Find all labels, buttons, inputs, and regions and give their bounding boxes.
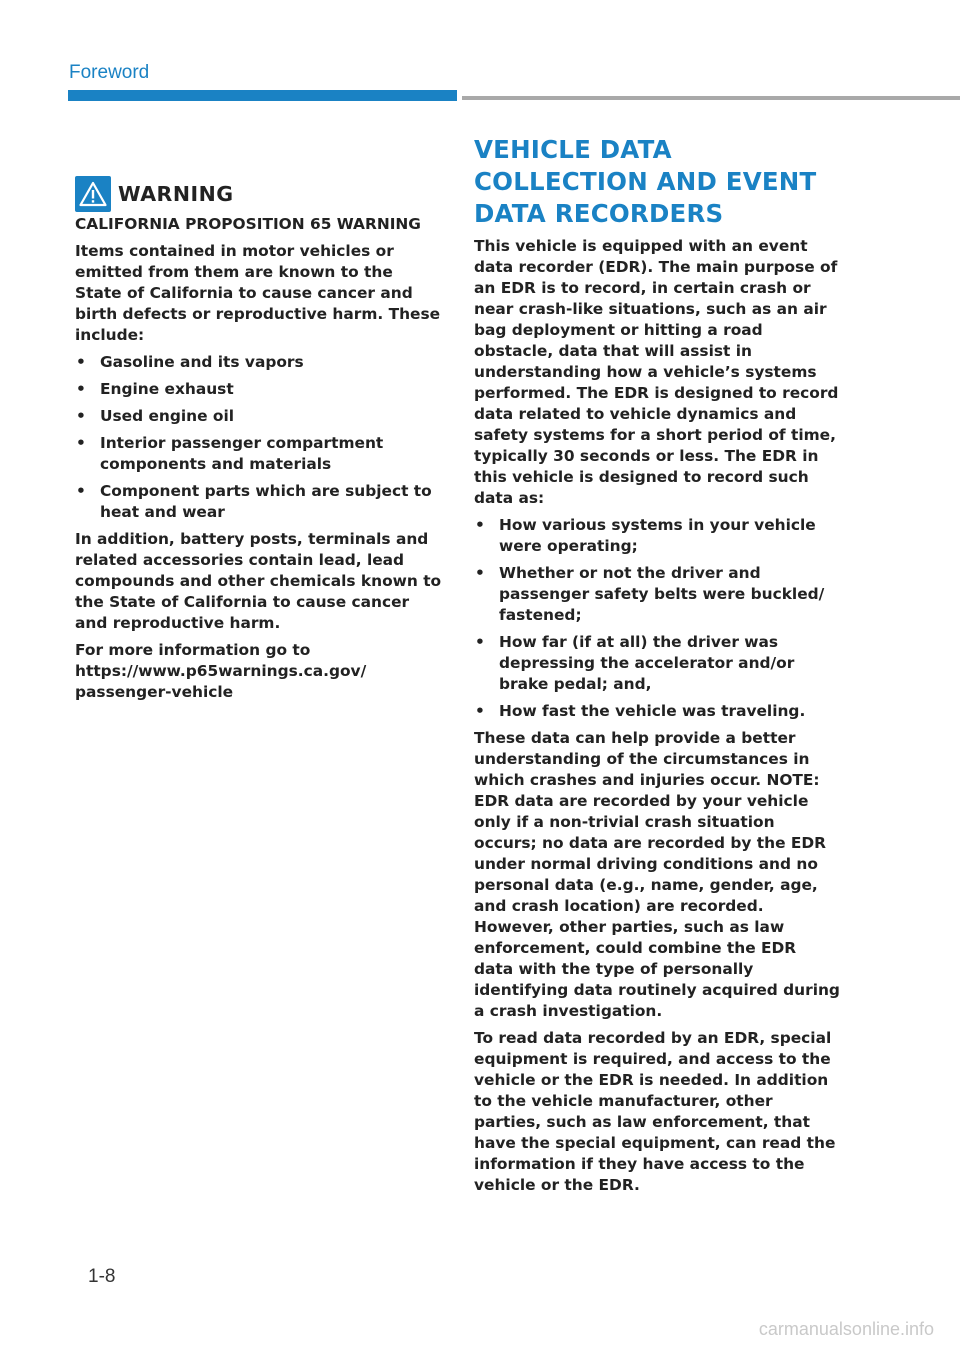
warning-header bbox=[75, 176, 443, 212]
list-item: • Interior passenger compartment components and materials bbox=[75, 433, 443, 475]
warning-triangle-icon bbox=[75, 176, 111, 212]
header-rule-accent bbox=[68, 90, 457, 101]
list-item: • Engine exhaust bbox=[75, 379, 443, 400]
list-item: • Gasoline and its vapors bbox=[75, 352, 443, 373]
warning-column bbox=[75, 176, 443, 709]
edr-paragraph-3: To read data recorded by an EDR, special equipment is required, and access to the vehicle or the EDR is needed. In addition to the vehicle manufacturer, other parties, such as law enforcement, that have the special equipment, can read the information if they have access to the vehicle or the EDR. bbox=[474, 1029, 836, 1194]
warning-addition: In addition, battery posts, terminals and related accessories contain lead, lead compounds and other chemicals known to the State of California to cause cancer and reproductive harm. bbox=[75, 530, 442, 632]
chapter-title: Foreword bbox=[69, 62, 150, 83]
warning-title: WARNING bbox=[118, 182, 234, 206]
warning-subtitle: CALIFORNIA PROPOSITION 65 WARNING bbox=[75, 215, 421, 233]
section-title: VEHICLE DATA COLLECTION AND EVENT DATA RECORDERS bbox=[474, 135, 817, 228]
list-item: • How fast the vehicle was traveling. bbox=[474, 701, 840, 722]
list-item: • How various systems in your vehicle were operating; bbox=[474, 515, 840, 557]
edr-paragraph-2: These data can help provide a better understanding of the circumstances in which crashes and injuries occur. NOTE: EDR data are recorded by your vehicle only if a non-trivial crash situation occurs; no data are recorded by the EDR under normal driving conditions and no personal data (e.g., name, gender, age, and crash location) are recorded. However, other parties, such as law enforcement, could combine the EDR data with the type of personally identifying data routinely acquired during a crash investigation. bbox=[474, 729, 840, 1020]
warning-list bbox=[75, 352, 443, 523]
watermark: carmanualsonline.info bbox=[758, 1319, 934, 1339]
header-rule-gray bbox=[462, 96, 960, 100]
list-item: • Whether or not the driver and passenger safety belts were buckled/ fastened; bbox=[474, 563, 840, 626]
list-item: • How far (if at all) the driver was depressing the accelerator and/or brake pedal; and, bbox=[474, 632, 840, 695]
edr-list bbox=[474, 515, 840, 722]
edr-intro: This vehicle is equipped with an event data recorder (EDR). The main purpose of an EDR is to record, in certain crash or near crash-like situations, such as an air bag deployment or hitting a road obstacle, data that will assist in understanding how a vehicle’s systems performed. The EDR is designed to record data related to vehicle dynamics and safety systems for a short period of time, typically 30 seconds or less. The EDR in this vehicle is designed to record such data as: bbox=[474, 237, 839, 507]
warning-more-info: For more information go to https://www.p65warnings.ca.gov/ passenger-vehicle bbox=[75, 641, 367, 701]
page-number: 1-8 bbox=[88, 1266, 116, 1287]
list-item: • Used engine oil bbox=[75, 406, 443, 427]
list-item: • Component parts which are subject to heat and wear bbox=[75, 481, 443, 523]
warning-intro: Items contained in motor vehicles or emitted from them are known to the State of California to cause cancer and birth defects or reproductive harm. These include: bbox=[75, 242, 441, 344]
edr-column bbox=[474, 134, 840, 1202]
